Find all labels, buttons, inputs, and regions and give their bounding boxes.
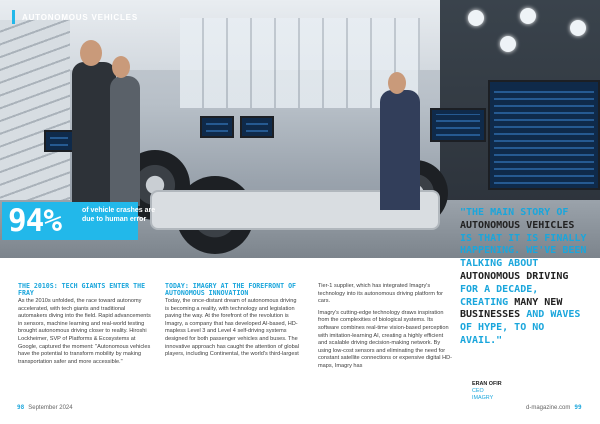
engineer-head [112, 56, 130, 78]
article-column-2 [165, 283, 300, 363]
article-column-3 [318, 283, 453, 375]
column-paragraph: Today, the once-distant dream of autonomous driving is becoming a reality, with technology and legislation paving the way. At the forefront of the revolution is Imagry, a company that has developed AI-based, HD-mapless Level 3 and Level 4 self-driving systems designed for both passenger vehicles and buses. The innovative approach has caught the attention of global players, including Continental, the world's third-largest [165, 298, 300, 358]
quote-attribution [472, 381, 502, 402]
data-monitor [488, 80, 600, 190]
page-number-left: 98 [17, 404, 25, 411]
column-heading: TODAY: IMAGRY AT THE FOREFRONT OF AUTONOMOUS INNOVATION [165, 282, 297, 297]
data-monitor [44, 130, 74, 152]
author-org: IMAGRY [472, 395, 494, 401]
ceiling-light [570, 20, 586, 36]
author-role: CEO [472, 388, 484, 394]
column-heading: THE 2010S: TECH GIANTS ENTER THE FRAY [18, 282, 146, 297]
data-monitor [200, 116, 234, 138]
stat-value: 94% [8, 203, 61, 239]
engineer-figure [110, 76, 140, 206]
column-paragraph: As the 2010s unfolded, the race toward autonomy accelerated, with tech giants and traditional automakers diving into the field. Rapid advancements in sensors, machine learning and real-world testing brought autonomous driving closer to reality. Hiroshi Lockheimer, SVP of Platforms & Ecosystems at Google, captured the moment: "Autonomous vehicles have the potential to transform mobility by making transportation safer and more accessible." [18, 298, 151, 365]
footer-right [526, 404, 582, 411]
quote-keyword: AUTONOMOUS DRIVING [460, 270, 569, 282]
article-column-1 [18, 283, 153, 370]
section-label: AUTONOMOUS VEHICLES [22, 13, 138, 22]
column-paragraph: Tier-1 supplier, which has integrated Imagry's technology into its autonomous driving platform for cars. [318, 283, 443, 305]
site-name: d-magazine.com [526, 405, 571, 411]
ceiling-light [468, 10, 484, 26]
issue-date: September 2024 [28, 405, 73, 411]
quote-keyword: AUTONOMOUS VEHICLES [460, 219, 575, 231]
quote-segment: IS THAT IT IS FINALLY HAPPENING. WE'VE BEEN TALKING ABOUT [460, 232, 587, 270]
data-monitor [430, 108, 486, 142]
data-monitor [240, 116, 274, 138]
quote-keyword: MANY NEW BUSINESSES [460, 296, 563, 321]
footer-left [17, 404, 73, 411]
quote-segment: FOR A DECADE, CREATING [460, 283, 539, 308]
pull-quote [460, 207, 588, 348]
engineer-head [80, 40, 102, 66]
quote-segment: "THE MAIN STORY OF [460, 207, 569, 218]
ceiling-light [520, 8, 536, 24]
author-name: ERAN OFIR [472, 381, 502, 387]
staircase [0, 20, 70, 220]
engineer-head [388, 72, 406, 94]
stat-caption: of vehicle crashes are due to human error [82, 207, 156, 223]
column-paragraph: Imagry's cutting-edge technology draws inspiration from the complexities of biological systems. Its software combines real-time vision-based perception with imitation-learning AI, creating a highly efficient and scalable driving decision-making network. By using low-cost sensors and eliminating the need for constant satellite connections or expensive digital HD-maps, Imagry has [318, 309, 453, 369]
ceiling-light [500, 36, 516, 52]
page-number-right: 99 [574, 404, 582, 411]
engineer-figure [380, 90, 420, 210]
quote-segment: AND WAVES OF HYPE, TO NO AVAIL." [460, 309, 581, 346]
